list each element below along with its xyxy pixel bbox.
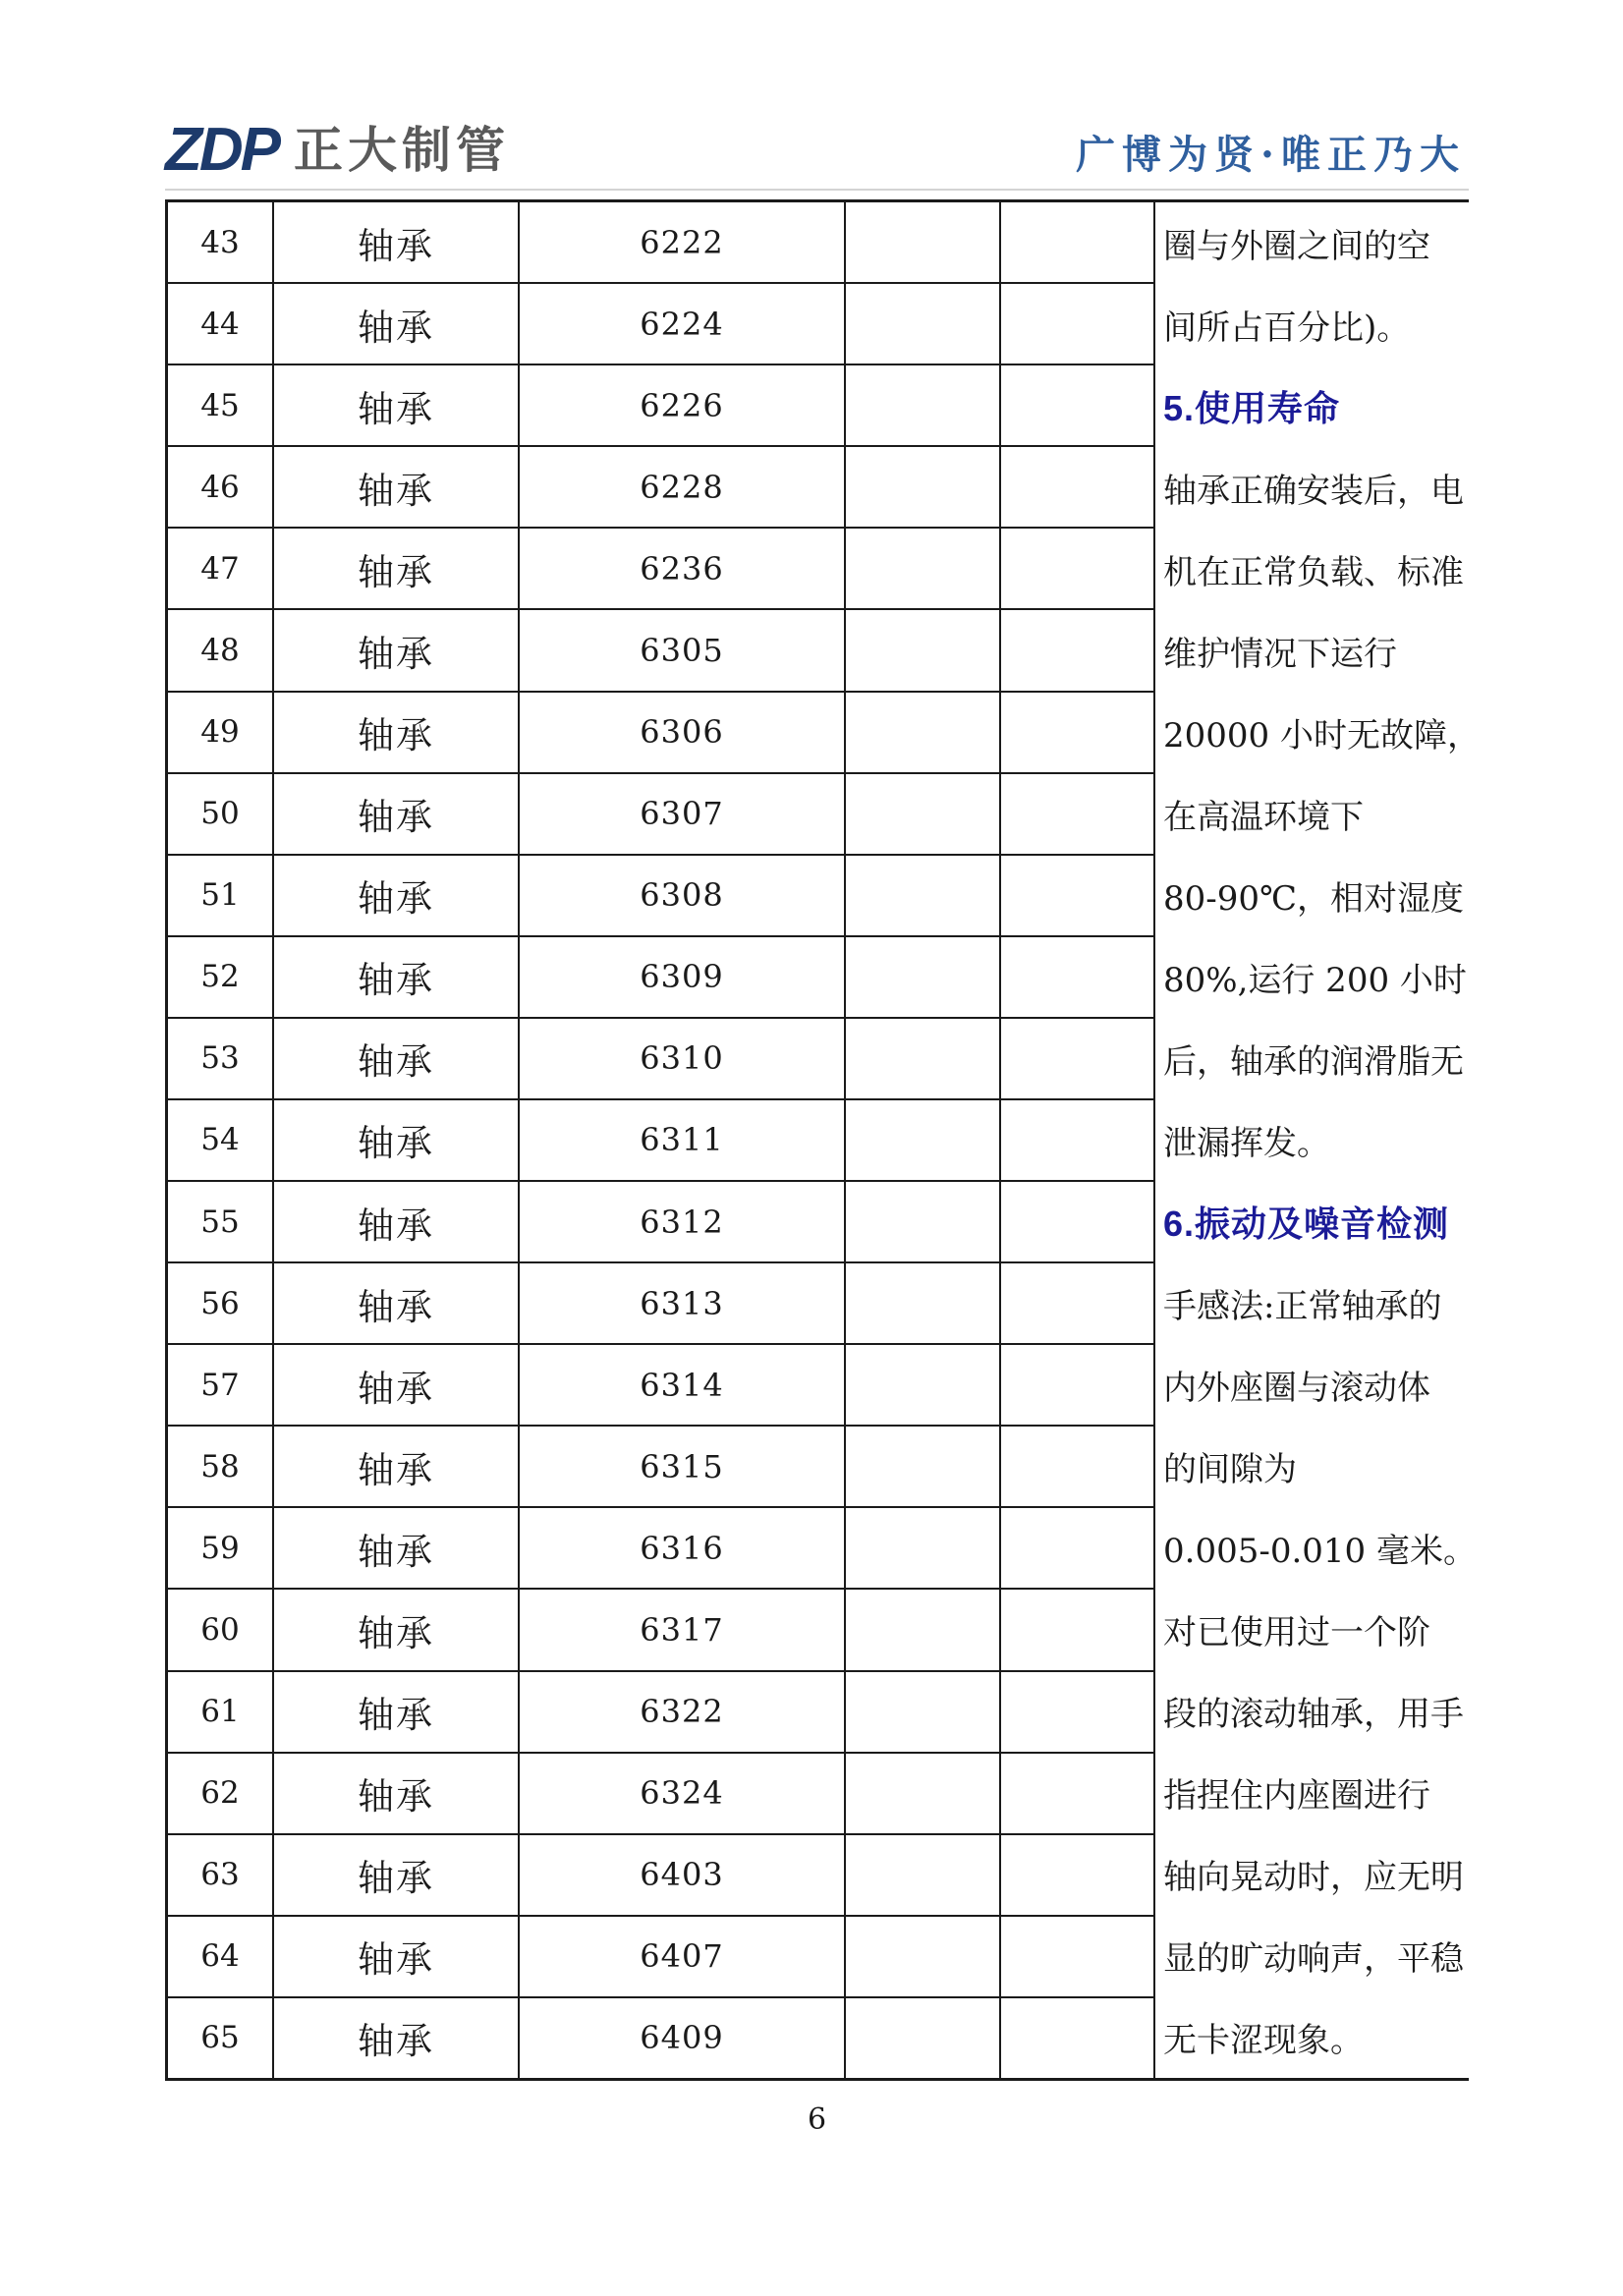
- notes-text-line: 维护情况下运行: [1163, 635, 1397, 674]
- empty-cell: [846, 1508, 999, 1588]
- notes-text-line: 80%,运行 200 小时: [1163, 961, 1467, 1000]
- row-number-cell: 61: [168, 1672, 272, 1752]
- row-number-cell: 64: [168, 1917, 272, 1996]
- page-number: 6: [807, 2102, 827, 2137]
- item-name-cell: 轴承: [274, 1345, 518, 1425]
- item-name-cell: 轴承: [274, 365, 518, 445]
- item-name-cell: 轴承: [274, 1590, 518, 1669]
- empty-cell: [846, 447, 999, 527]
- item-name-cell: 轴承: [274, 1182, 518, 1261]
- model-cell: 6313: [520, 1263, 844, 1343]
- item-name-cell: 轴承: [274, 529, 518, 608]
- item-name-cell: 轴承: [274, 284, 518, 364]
- model-cell: 6324: [520, 1754, 844, 1833]
- empty-cell: [846, 774, 999, 854]
- row-number-cell: 57: [168, 1345, 272, 1425]
- notes-text-line: 泄漏挥发。: [1163, 1124, 1330, 1163]
- empty-cell: [846, 529, 999, 608]
- empty-cell: [1001, 1263, 1153, 1343]
- notes-text-line: 对已使用过一个阶: [1163, 1613, 1430, 1652]
- empty-cell: [1001, 1345, 1153, 1425]
- notes-text-line: 显的旷动响声，平稳: [1163, 1939, 1464, 1979]
- notes-text-line: 20000 小时无故障，: [1163, 716, 1481, 756]
- model-cell: 6228: [520, 447, 844, 527]
- empty-cell: [846, 856, 999, 935]
- item-name-cell: 轴承: [274, 774, 518, 854]
- empty-cell: [1001, 1835, 1153, 1915]
- model-cell: 6305: [520, 610, 844, 690]
- model-cell: 6314: [520, 1345, 844, 1425]
- notes-text-line: 指捏住内座圈进行: [1163, 1776, 1430, 1816]
- notes-section-heading: 6.振动及噪音检测: [1163, 1204, 1450, 1244]
- model-cell: 6311: [520, 1100, 844, 1180]
- row-number-cell: 51: [168, 856, 272, 935]
- empty-cell: [1001, 1917, 1153, 1996]
- row-number-cell: 53: [168, 1019, 272, 1098]
- model-cell: 6222: [520, 202, 844, 282]
- empty-cell: [1001, 1019, 1153, 1098]
- model-cell: 6409: [520, 1998, 844, 2078]
- notes-text-line: 轴承正确安装后，电: [1163, 472, 1464, 511]
- model-cell: 6236: [520, 529, 844, 608]
- row-number-cell: 59: [168, 1508, 272, 1588]
- empty-cell: [846, 1917, 999, 1996]
- model-cell: 6309: [520, 937, 844, 1017]
- row-number-cell: 46: [168, 447, 272, 527]
- item-name-cell: 轴承: [274, 1508, 518, 1588]
- empty-cell: [846, 1590, 999, 1669]
- notes-text-line: 后，轴承的润滑脂无: [1163, 1042, 1464, 1082]
- empty-cell: [846, 1100, 999, 1180]
- item-name-cell: 轴承: [274, 1427, 518, 1506]
- empty-cell: [1001, 365, 1153, 445]
- item-name-cell: 轴承: [274, 1754, 518, 1833]
- notes-text-line: 0.005-0.010 毫米。: [1163, 1532, 1477, 1571]
- item-name-cell: 轴承: [274, 937, 518, 1017]
- empty-cell: [846, 202, 999, 282]
- row-number-cell: 60: [168, 1590, 272, 1669]
- empty-cell: [1001, 1754, 1153, 1833]
- empty-cell: [1001, 529, 1153, 608]
- notes-column-cell: [1155, 202, 1483, 2078]
- notes-section-heading: 5.使用寿命: [1163, 388, 1341, 428]
- model-cell: 6317: [520, 1590, 844, 1669]
- notes-text-line: 80-90℃，相对湿度: [1163, 879, 1465, 919]
- empty-cell: [1001, 1427, 1153, 1506]
- empty-cell: [1001, 1590, 1153, 1669]
- item-name-cell: 轴承: [274, 856, 518, 935]
- notes-text-line: 在高温环境下: [1163, 798, 1364, 837]
- empty-cell: [1001, 284, 1153, 364]
- row-number-cell: 55: [168, 1182, 272, 1261]
- item-name-cell: 轴承: [274, 1672, 518, 1752]
- row-number-cell: 52: [168, 937, 272, 1017]
- empty-cell: [1001, 693, 1153, 772]
- row-number-cell: 43: [168, 202, 272, 282]
- header-slogan: 广博为贤·唯正乃大: [1076, 132, 1466, 178]
- company-logo: [165, 116, 510, 185]
- model-cell: 6224: [520, 284, 844, 364]
- empty-cell: [1001, 202, 1153, 282]
- notes-text-line: 无卡涩现象。: [1163, 2021, 1364, 2060]
- row-number-cell: 44: [168, 284, 272, 364]
- empty-cell: [1001, 856, 1153, 935]
- notes-text-line: 间所占百分比)。: [1163, 308, 1411, 348]
- empty-cell: [1001, 937, 1153, 1017]
- item-name-cell: 轴承: [274, 202, 518, 282]
- model-cell: 6407: [520, 1917, 844, 1996]
- model-cell: 6307: [520, 774, 844, 854]
- item-name-cell: 轴承: [274, 1019, 518, 1098]
- empty-cell: [1001, 1672, 1153, 1752]
- notes-text-line: 手感法:正常轴承的: [1163, 1287, 1442, 1326]
- empty-cell: [846, 610, 999, 690]
- item-name-cell: 轴承: [274, 1835, 518, 1915]
- notes-text-line: 段的滚动轴承，用手: [1163, 1695, 1464, 1734]
- model-cell: 6403: [520, 1835, 844, 1915]
- empty-cell: [846, 693, 999, 772]
- notes-text-line: 内外座圈与滚动体: [1163, 1369, 1430, 1408]
- model-cell: 6316: [520, 1508, 844, 1588]
- model-cell: 6322: [520, 1672, 844, 1752]
- empty-cell: [1001, 1182, 1153, 1261]
- row-number-cell: 49: [168, 693, 272, 772]
- empty-cell: [1001, 1100, 1153, 1180]
- item-name-cell: 轴承: [274, 1917, 518, 1996]
- model-cell: 6310: [520, 1019, 844, 1098]
- logo-company-name: 正大制管: [294, 123, 510, 178]
- empty-cell: [846, 1754, 999, 1833]
- notes-text-line: 机在正常负载、标准: [1163, 553, 1464, 592]
- empty-cell: [846, 1182, 999, 1261]
- empty-cell: [846, 1998, 999, 2078]
- item-name-cell: 轴承: [274, 693, 518, 772]
- row-number-cell: 50: [168, 774, 272, 854]
- row-number-cell: 48: [168, 610, 272, 690]
- header-divider: [165, 189, 1469, 191]
- item-name-cell: 轴承: [274, 610, 518, 690]
- logo-zdp-mark: ZDP: [165, 116, 278, 184]
- row-number-cell: 45: [168, 365, 272, 445]
- item-name-cell: 轴承: [274, 1263, 518, 1343]
- empty-cell: [1001, 774, 1153, 854]
- notes-text-line: 轴向晃动时，应无明: [1163, 1858, 1464, 1897]
- empty-cell: [846, 1835, 999, 1915]
- model-cell: 6306: [520, 693, 844, 772]
- row-number-cell: 54: [168, 1100, 272, 1180]
- model-cell: 6308: [520, 856, 844, 935]
- row-number-cell: 47: [168, 529, 272, 608]
- notes-text-line: 圈与外圈之间的空: [1163, 227, 1430, 266]
- row-number-cell: 63: [168, 1835, 272, 1915]
- model-cell: 6315: [520, 1427, 844, 1506]
- item-name-cell: 轴承: [274, 1100, 518, 1180]
- empty-cell: [846, 1672, 999, 1752]
- empty-cell: [846, 284, 999, 364]
- row-number-cell: 58: [168, 1427, 272, 1506]
- empty-cell: [846, 1427, 999, 1506]
- empty-cell: [846, 365, 999, 445]
- empty-cell: [1001, 610, 1153, 690]
- model-cell: 6226: [520, 365, 844, 445]
- parts-table: [165, 199, 1481, 2081]
- row-number-cell: 62: [168, 1754, 272, 1833]
- row-number-cell: 65: [168, 1998, 272, 2078]
- empty-cell: [1001, 1998, 1153, 2078]
- empty-cell: [1001, 447, 1153, 527]
- empty-cell: [846, 1345, 999, 1425]
- empty-cell: [846, 1019, 999, 1098]
- empty-cell: [846, 1263, 999, 1343]
- row-number-cell: 56: [168, 1263, 272, 1343]
- notes-text-line: 的间隙为: [1163, 1450, 1297, 1489]
- item-name-cell: 轴承: [274, 1998, 518, 2078]
- empty-cell: [846, 937, 999, 1017]
- item-name-cell: 轴承: [274, 447, 518, 527]
- model-cell: 6312: [520, 1182, 844, 1261]
- empty-cell: [1001, 1508, 1153, 1588]
